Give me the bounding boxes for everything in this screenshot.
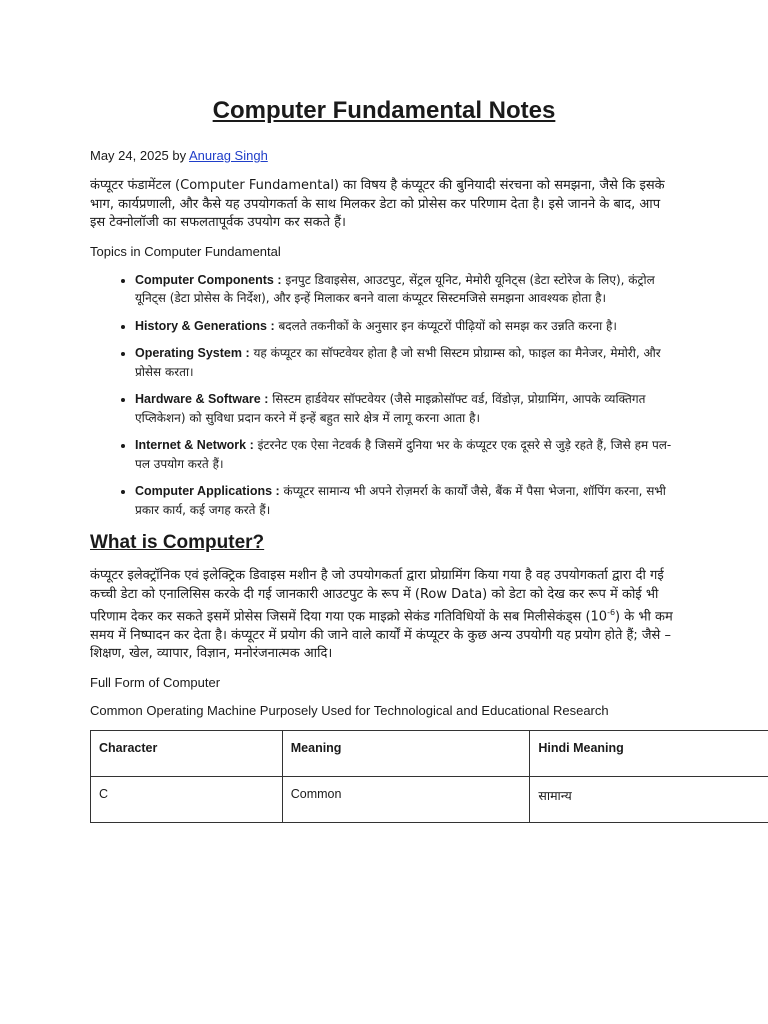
page-title: Computer Fundamental Notes: [212, 97, 556, 124]
list-item: [135, 482, 678, 519]
list-item: [135, 271, 678, 308]
table-header-cell: Character: [91, 730, 283, 776]
paragraph-text: कंप्यूटर इलेक्ट्रॉनिक एवं इलेक्ट्रिक डिवाइस मशीन है जो उपयोगकर्ता द्वारा प्रोग्रामिंग किया गया है वह उपयोगकर्ता द्वारा दी गई कच्ची डेटा को एनालिसिस करके दी गई जानकारी आउटपुट के रूप में (Row Data) को डेटा को देख कर रूप में कोई भी परिणाम देकर कर सकते इसमें प्रोसेस जिसमें दिया गया एक माइक्रो सेकंड गतिविधियों के सब मिलीसेकंड्स (10: [90, 568, 664, 625]
topic-label: Hardware & Software :: [135, 392, 269, 406]
topic-text: इनपुट डिवाइसेस, आउटपुट, सेंट्रल यूनिट, मेमोरी यूनिट्स (डेटा स्टोरेज के लिए), कंट्रोल यूनिट्स (डेटा प्रोसेस के निर्देश), और इन्हें मिलाकर बनने वाला कंप्यूटर सिस्टमजिसे समझना आवश्यक होता है।: [135, 272, 655, 305]
table-cell: Common: [282, 776, 530, 822]
topic-label: Operating System :: [135, 346, 250, 360]
fullform-text: Common Operating Machine Purposely Used for Technological and Educational Research: [90, 702, 609, 718]
paragraph-text: ) के भी कम समय में निष्पादन कर देता है। कंप्यूटर में प्रयोग की जाने वाले कार्यों में कंप्यूटर के कुछ अन्य उपयोगी यह प्रयोग होते हैं; जैसे – शिक्षण, खेल, व्यापार, विज्ञान, मनोरंजनात्मक आदि।: [90, 609, 673, 662]
topic-label: Computer Components :: [135, 272, 282, 287]
fullform-table: [90, 730, 768, 823]
topic-text: कंप्यूटर सामान्य भी अपने रोज़मर्रा के कार्यों जैसे, बैंक में पैसा भेजना, शॉपिंग करना, सभी प्रकार कार्य, कई जगह करते हैं।: [135, 484, 666, 517]
table-row: [91, 776, 768, 822]
post-meta: [90, 147, 768, 165]
topic-label: History & Generations :: [135, 318, 275, 333]
table-header-cell: Hindi Meaning: [530, 730, 768, 776]
topic-text: इंटरनेट एक ऐसा नेटवर्क है जिसमें दुनिया भर के कंप्यूटर एक दूसरे से जुड़े रहते हैं, जिसे हम पल-पल उपयोग करते हैं।: [135, 438, 672, 471]
intro-paragraph: कंप्यूटर फंडामेंटल (Computer Fundamental) का विषय है कंप्यूटर की बुनियादी संरचना को समझना, जैसे कि इसके भाग, कार्यप्रणाली, और कैसे यह उपयोगकर्ता के साथ मिलकर डेटा को प्रोसेस कर परिणाम देता है। इसे जानने के बाद, आप इस टेक्नोलॉजी का सफलतापूर्वक उपयोग कर सकते हैं।: [90, 178, 665, 230]
table-cell: सामान्य: [530, 776, 768, 822]
list-item: [135, 390, 678, 427]
list-item: [135, 317, 678, 336]
exponent: -6: [607, 608, 616, 617]
table-header-row: [91, 730, 768, 776]
article: [90, 95, 768, 823]
topic-label: Computer Applications :: [135, 484, 280, 498]
topic-text: यह कंप्यूटर का सॉफ्टवेयर होता है जो सभी सिस्टम प्रोग्राम्स को, फाइल का मैनेजर, मेमोरी, और प्रोसेस करता।: [135, 346, 661, 379]
section-heading-what-is-computer: What is Computer?: [90, 532, 265, 553]
post-date: May 24, 2025 by: [90, 148, 190, 163]
topics-heading: Topics in Computer Fundamental: [90, 243, 281, 259]
topic-label: Internet & Network :: [135, 438, 254, 452]
author-link[interactable]: Anurag Singh: [189, 148, 268, 163]
what-is-computer-paragraph: [90, 567, 678, 664]
table-cell: C: [91, 776, 283, 822]
topics-list: [90, 271, 678, 520]
table-header-cell: Meaning: [282, 730, 530, 776]
list-item: [135, 436, 678, 473]
list-item: [135, 344, 678, 381]
topic-text: बदलते तकनीकों के अनुसार इन कंप्यूटरों पीढ़ियों को समझ कर उन्नति करना है।: [274, 318, 617, 333]
topic-text: सिस्टम हार्डवेयर सॉफ्टवेयर (जैसे माइक्रोसॉफ्ट वर्ड, विंडोज़, प्रोग्रामिंग, आपके व्यक्तिगत एप्लिकेशन) को सुविधा प्रदान करने में इन्हें बहुत सारे क्षेत्र में लागू करना आता है।: [135, 392, 646, 425]
fullform-heading: Full Form of Computer: [90, 674, 221, 690]
